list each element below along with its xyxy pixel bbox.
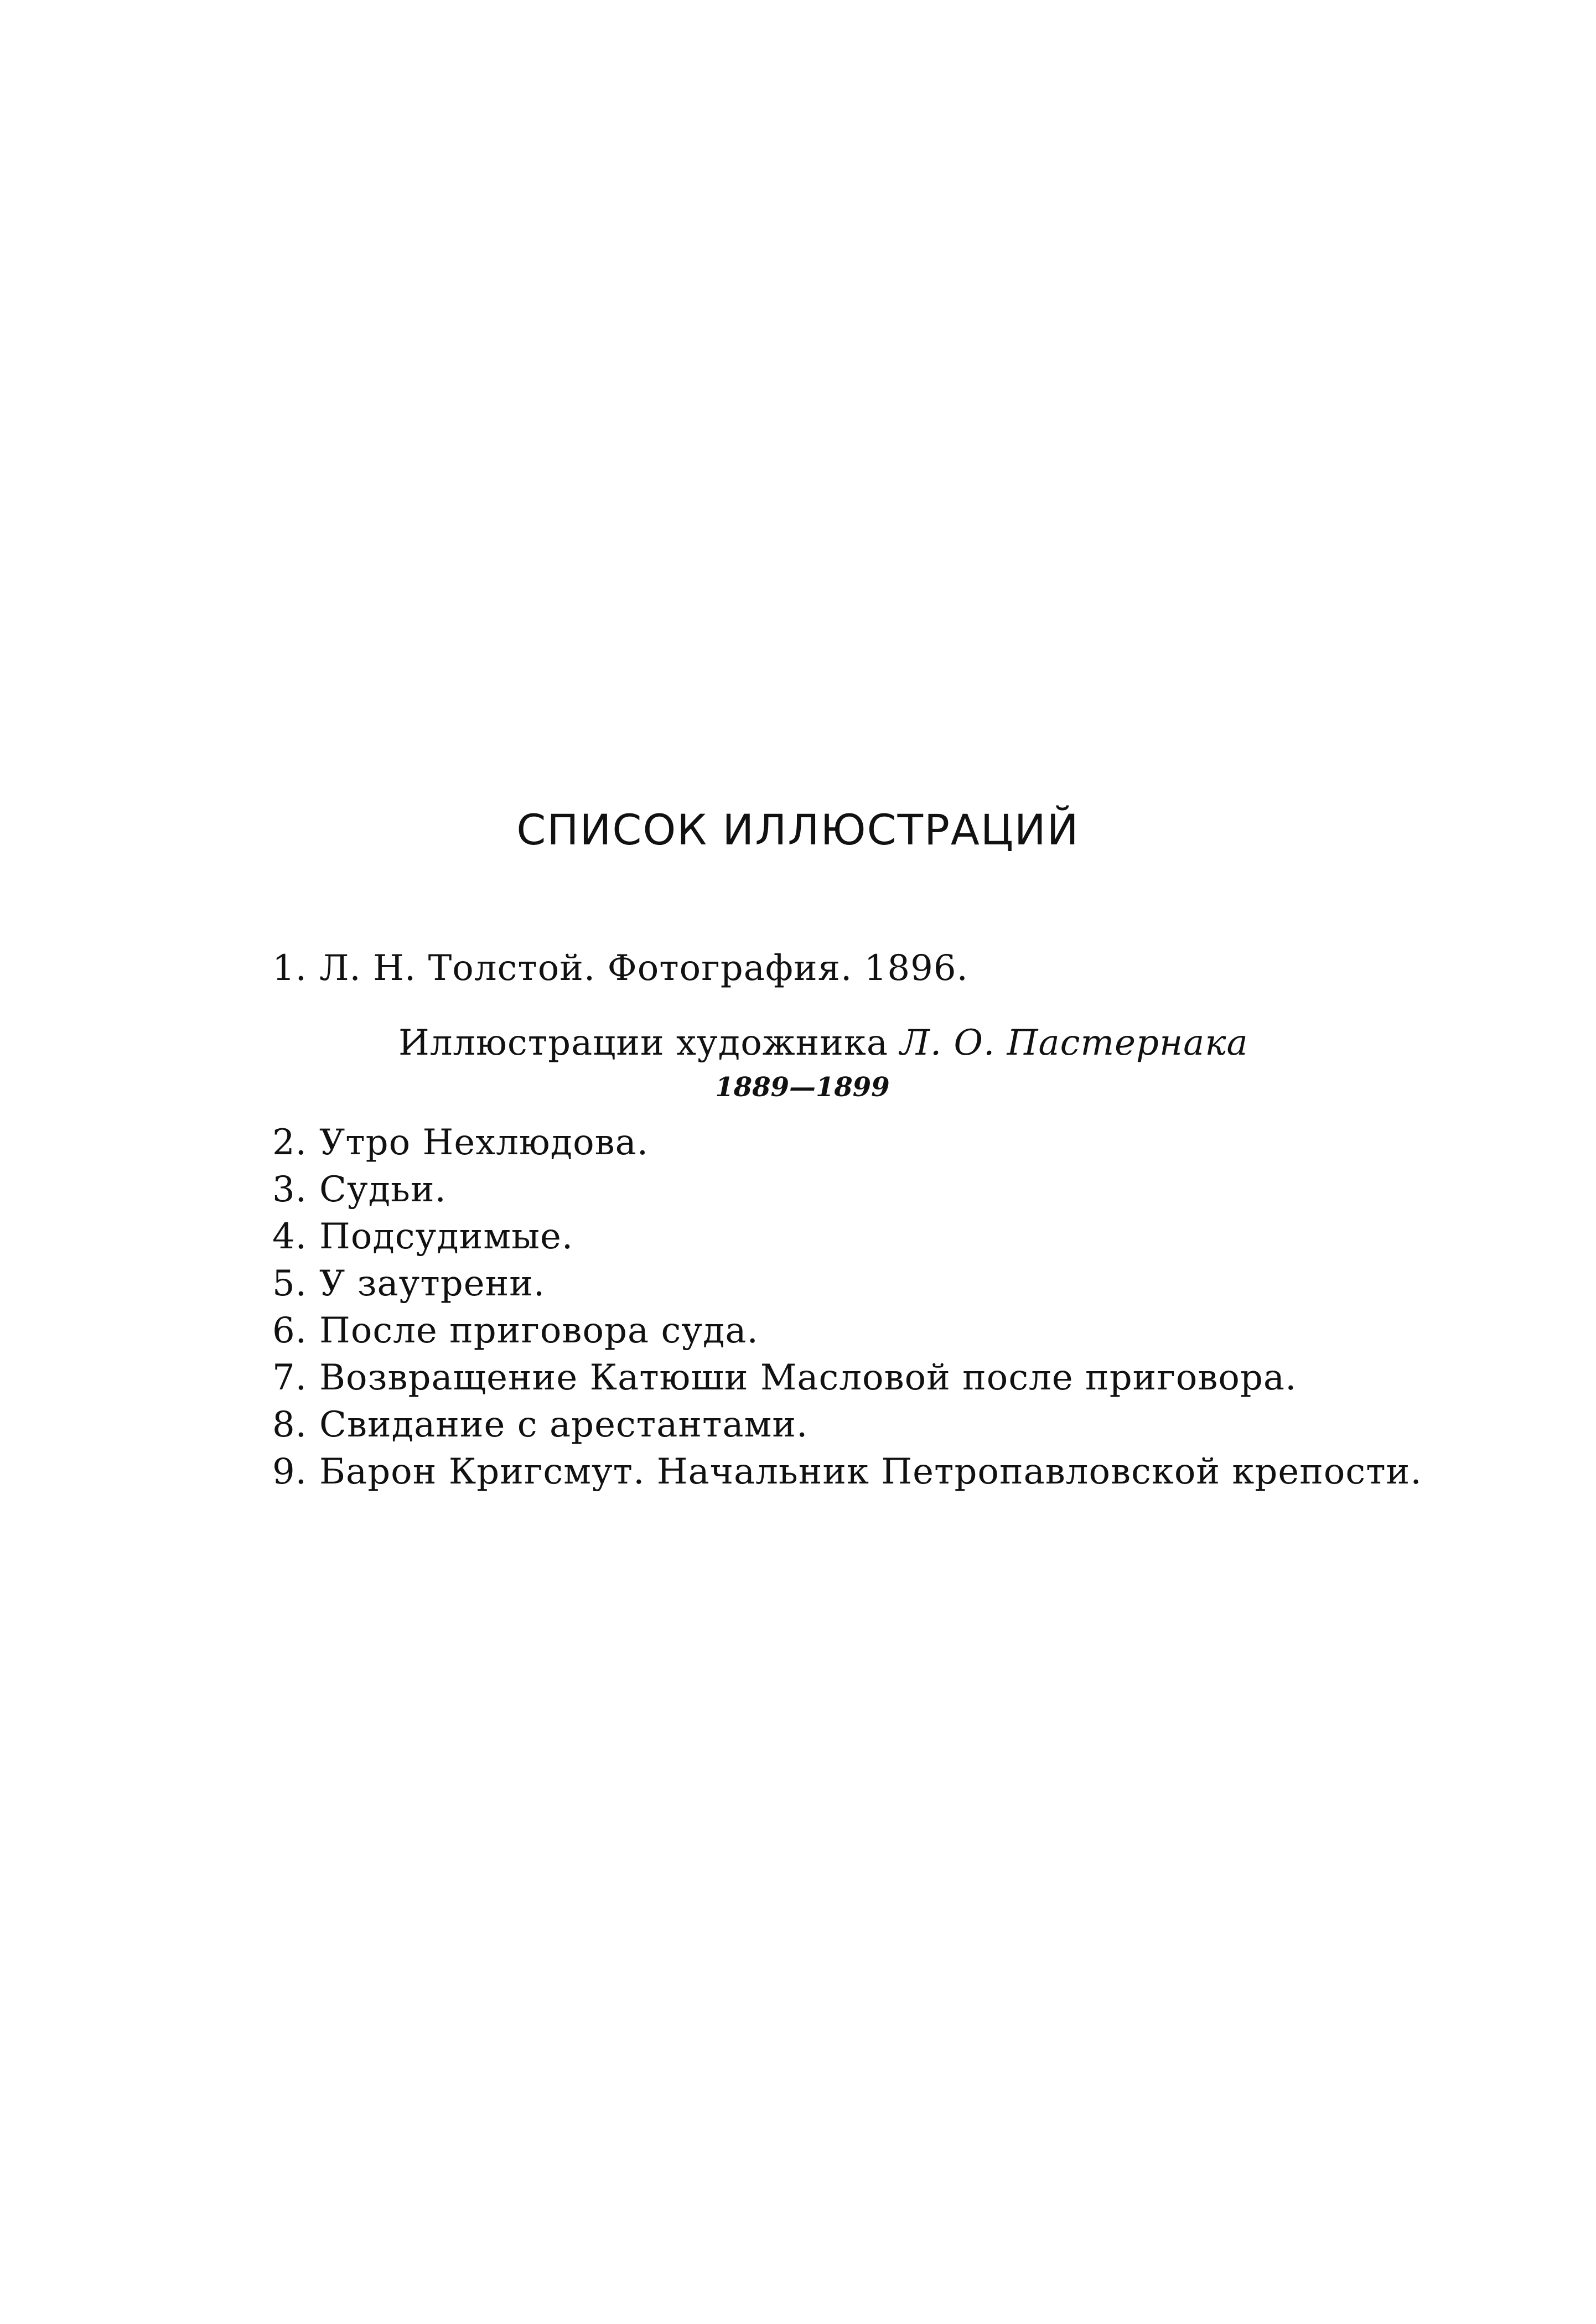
section-heading xyxy=(398,1021,1248,1065)
item-number: 2. xyxy=(272,1122,307,1163)
item-number: 1. xyxy=(272,948,307,989)
item-text: Подсудимые. xyxy=(319,1216,574,1257)
item-number: 7. xyxy=(272,1357,307,1398)
item-number: 9. xyxy=(272,1451,307,1492)
list-item xyxy=(255,1168,447,1212)
item-text: После приговора суда. xyxy=(319,1310,759,1351)
list-item xyxy=(255,946,968,990)
list-item xyxy=(255,1215,573,1259)
item-number: 6. xyxy=(272,1310,307,1351)
item-text: Утро Нехлюдова. xyxy=(319,1122,649,1163)
section-years: 1889—1899 xyxy=(715,1072,890,1103)
list-item xyxy=(255,1450,1422,1494)
item-text: Барон Кригсмут. Начальник Петропавловской крепости. xyxy=(319,1451,1422,1492)
item-text: Л. Н. Толстой. Фотография. 1896. xyxy=(319,948,968,989)
section-heading-prefix: Иллюстрации художника xyxy=(398,1023,889,1064)
item-number: 4. xyxy=(272,1216,307,1257)
list-item xyxy=(255,1309,759,1353)
section-artist: Л. О. Пастернака xyxy=(900,1023,1248,1064)
item-number: 3. xyxy=(272,1169,307,1210)
item-number: 8. xyxy=(272,1404,307,1445)
item-number: 5. xyxy=(272,1263,307,1304)
list-item xyxy=(255,1403,808,1447)
item-text: Судьи. xyxy=(319,1169,447,1210)
item-text: У заутрени. xyxy=(319,1263,546,1304)
list-item xyxy=(255,1262,545,1306)
item-text: Возвращение Катюши Масловой после приговора. xyxy=(319,1357,1297,1398)
list-item xyxy=(255,1120,649,1165)
list-item xyxy=(255,1356,1297,1400)
item-text: Свидание с арестантами. xyxy=(319,1404,809,1445)
page-title: СПИСОК ИЛЛЮСТРАЦИЙ xyxy=(516,805,1080,854)
